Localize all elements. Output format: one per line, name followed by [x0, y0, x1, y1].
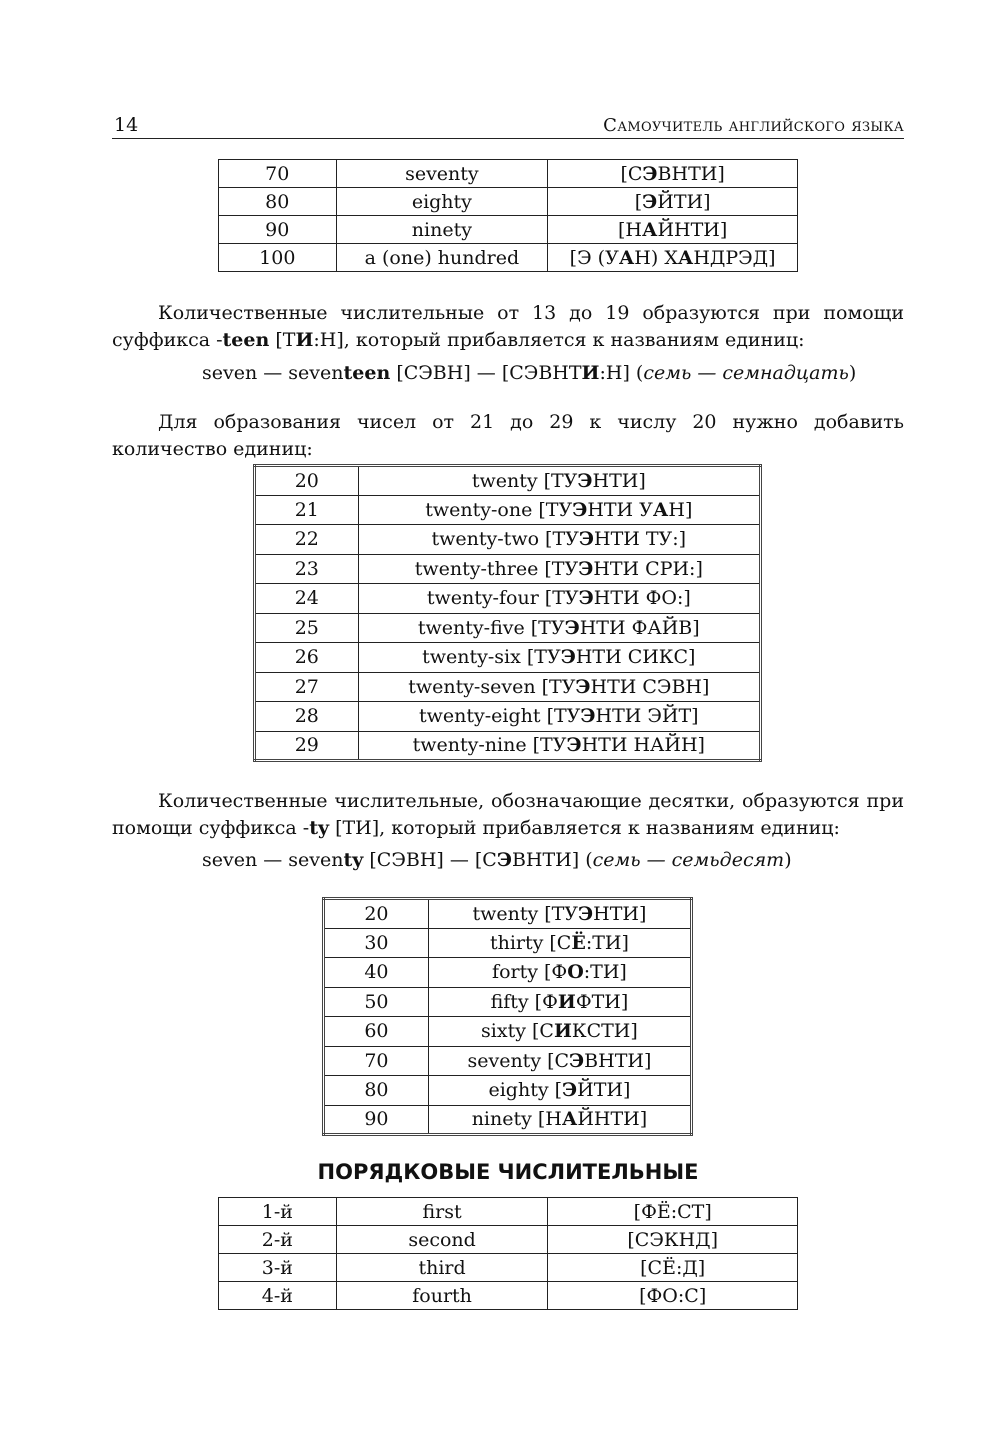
table-row	[219, 1226, 798, 1254]
word-cell: seventy [СЭВНТИ]	[428, 1046, 691, 1076]
word-cell: twenty-seven [ТУЭНТИ СЭВН]	[358, 672, 760, 702]
pronunciation-cell: [НАЙНТИ]	[548, 216, 798, 244]
table-row	[255, 466, 761, 496]
word-cell: twenty-six [ТУЭНТИ СИКС]	[358, 643, 760, 673]
number-cell: 80	[219, 188, 337, 216]
word-cell: ninety [НАЙНТИ]	[428, 1105, 691, 1135]
table-row	[219, 244, 798, 272]
word-cell: eighty	[336, 188, 548, 216]
pronunciation-cell: [ФО:С]	[548, 1282, 798, 1310]
pronunciation-cell: [СЁ:Д]	[548, 1254, 798, 1282]
word-cell: twenty-two [ТУЭНТИ ТУ:]	[358, 525, 760, 555]
number-cell: 90	[219, 216, 337, 244]
pronunciation-cell: [ЭЙТИ]	[548, 188, 798, 216]
table-row	[219, 188, 798, 216]
number-cell: 23	[255, 554, 359, 584]
word-cell: first	[336, 1198, 548, 1226]
teen-rule-paragraph: Количественные числительные от 13 до 19 образуются при помощи суффикса -teen [ТИ:Н], который прибавляется к названиям единиц:	[112, 302, 904, 351]
table-row	[219, 216, 798, 244]
table-row	[324, 1076, 692, 1106]
number-cell: 70	[324, 1046, 429, 1076]
number-cell: 25	[255, 613, 359, 643]
table-row	[255, 584, 761, 614]
table-row	[324, 899, 692, 929]
ordinals-table	[218, 1197, 798, 1310]
word-cell: twenty-five [ТУЭНТИ ФАЙВ]	[358, 613, 760, 643]
table-row	[324, 958, 692, 988]
word-cell: fifty [ФИФТИ]	[428, 987, 691, 1017]
twenties-table	[253, 464, 762, 762]
ty-example: seven — seventy [СЭВН] — [СЭВНТИ] (семь — семьдесят)	[202, 849, 792, 871]
number-cell: 80	[324, 1076, 429, 1106]
pronunciation-cell: [СЭКНД]	[548, 1226, 798, 1254]
table-row	[324, 1017, 692, 1047]
word-cell: seventy	[336, 160, 548, 188]
number-cell: 28	[255, 702, 359, 732]
table-row	[324, 928, 692, 958]
number-cell: 30	[324, 928, 429, 958]
number-cell: 3-й	[219, 1254, 337, 1282]
word-cell: twenty-three [ТУЭНТИ СРИ:]	[358, 554, 760, 584]
teen-example: seven — seventeen [СЭВН] — [СЭВНТИ:Н] (семь — семнадцать)	[202, 362, 857, 384]
tens-pronunciation-table	[218, 159, 798, 272]
table-row	[324, 1046, 692, 1076]
table-row	[255, 525, 761, 555]
tens-table	[322, 897, 693, 1136]
word-cell: twenty-nine [ТУЭНТИ НАЙН]	[358, 731, 760, 761]
table-row	[219, 1198, 798, 1226]
number-cell: 29	[255, 731, 359, 761]
table-row	[255, 702, 761, 732]
number-cell: 20	[255, 466, 359, 496]
number-cell: 100	[219, 244, 337, 272]
number-cell: 20	[324, 899, 429, 929]
number-cell: 4-й	[219, 1282, 337, 1310]
number-cell: 21	[255, 495, 359, 525]
word-cell: forty [ФО:ТИ]	[428, 958, 691, 988]
table-row	[324, 1105, 692, 1135]
number-cell: 90	[324, 1105, 429, 1135]
table-row	[255, 731, 761, 761]
word-cell: second	[336, 1226, 548, 1254]
number-cell: 24	[255, 584, 359, 614]
word-cell: twenty [ТУЭНТИ]	[428, 899, 691, 929]
number-cell: 60	[324, 1017, 429, 1047]
number-cell: 50	[324, 987, 429, 1017]
word-cell: thirty [СЁ:ТИ]	[428, 928, 691, 958]
table-row	[255, 643, 761, 673]
table-row	[255, 613, 761, 643]
table-row	[255, 495, 761, 525]
word-cell: fourth	[336, 1282, 548, 1310]
section-heading: ПОРЯДКОВЫЕ ЧИСЛИТЕЛЬНЫЕ	[317, 1160, 699, 1184]
word-cell: eighty [ЭЙТИ]	[428, 1076, 691, 1106]
number-cell: 27	[255, 672, 359, 702]
page-header	[112, 114, 904, 139]
word-cell: sixty [СИКСТИ]	[428, 1017, 691, 1047]
table-row	[324, 987, 692, 1017]
word-cell: twenty-four [ТУЭНТИ ФО:]	[358, 584, 760, 614]
number-cell: 70	[219, 160, 337, 188]
table-row	[219, 160, 798, 188]
table-row	[255, 672, 761, 702]
table-row	[219, 1254, 798, 1282]
word-cell: twenty-one [ТУЭНТИ УАН]	[358, 495, 760, 525]
word-cell: ninety	[336, 216, 548, 244]
number-cell: 40	[324, 958, 429, 988]
word-cell: a (one) hundred	[336, 244, 548, 272]
pronunciation-cell: [Э (УАН) ХАНДРЭД]	[548, 244, 798, 272]
page-number: 14	[114, 114, 139, 136]
table-row	[255, 554, 761, 584]
ty-rule-paragraph: Количественные числительные, обозначающие десятки, образуются при помощи суффикса -ty [ТИ], который прибавляется к названиям единиц:	[112, 790, 904, 839]
number-cell: 1-й	[219, 1198, 337, 1226]
running-title: Самоучитель английского языка	[603, 115, 904, 136]
word-cell: third	[336, 1254, 548, 1282]
table-row	[219, 1282, 798, 1310]
number-cell: 26	[255, 643, 359, 673]
twenties-rule-paragraph: Для образования чисел от 21 до 29 к числу 20 нужно добавить количество единиц:	[112, 411, 904, 460]
number-cell: 2-й	[219, 1226, 337, 1254]
pronunciation-cell: [СЭВНТИ]	[548, 160, 798, 188]
word-cell: twenty-eight [ТУЭНТИ ЭЙТ]	[358, 702, 760, 732]
pronunciation-cell: [ФЁ:СТ]	[548, 1198, 798, 1226]
word-cell: twenty [ТУЭНТИ]	[358, 466, 760, 496]
number-cell: 22	[255, 525, 359, 555]
